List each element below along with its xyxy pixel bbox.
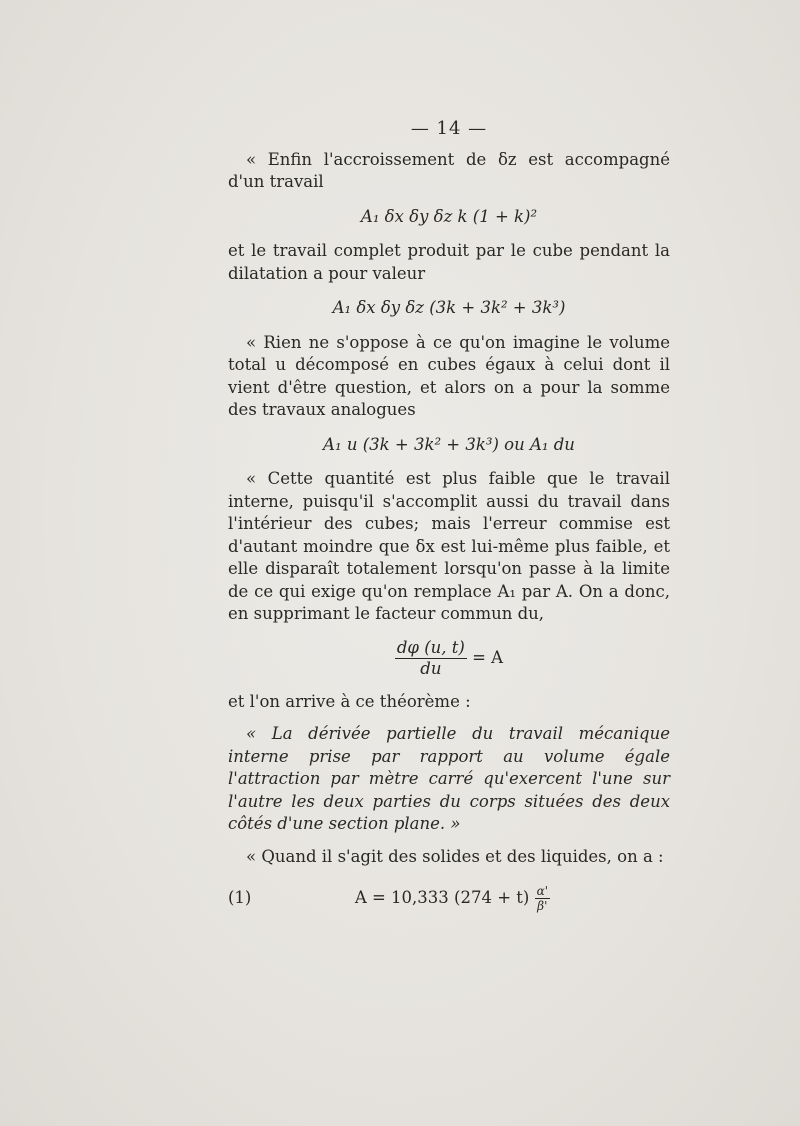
equation-4 (228, 638, 670, 679)
page-number: — 14 — (410, 118, 488, 139)
fraction-numerator: dφ (u, t) (396, 637, 465, 657)
fraction-denominator: du (420, 658, 442, 678)
paragraph-4: « Cette quantité est plus faible que le travail interne, puisqu'il s'accomplit aussi du travail dans l'intérieur des cubes; mais l'erreur commise est d'autant moindre que δx est lui-même plus faible, et elle disparaît totalement lorsqu'on passe à la limite de ce qui exige qu'on remplace A₁ par A. On a donc, en supprimant le facteur commun du, (228, 469, 670, 623)
paragraph-7: « Quand il s'agit des solides et des liquides, on a : (246, 846, 664, 866)
paragraph-5: et l'on arrive à ce théorème : (228, 691, 471, 711)
equation-5 (228, 884, 670, 913)
theorem-paragraph: « La dérivée partielle du travail mécanique interne prise par rapport au volume égale l'attraction par mètre carré qu'exercent l'une sur l'autre les deux parties du corps situées des deux côtés d'une section plane. » (228, 724, 670, 833)
equation-3: A₁ u (3k + 3k² + 3k³) ou A₁ du (323, 434, 575, 454)
paragraph-3: « Rien ne s'oppose à ce qu'on imagine le volume total u décomposé en cubes égaux à celui dont il vient d'être question, et alors on a pour la somme des travaux analogues (228, 332, 670, 419)
paragraph-2: et le travail complet produit par le cube pendant la dilatation a pour valeur (228, 241, 670, 283)
exponent-numerator: α' (536, 884, 548, 898)
equation-1: A₁ δx δy δz k (1 + k)² (360, 206, 538, 226)
exponent-denominator: β' (537, 899, 548, 913)
equation-label: (1) (228, 888, 252, 908)
text-column (228, 118, 670, 913)
equation-rhs: = A (472, 647, 504, 667)
exponent-fraction (535, 884, 550, 913)
derivative-fraction (395, 638, 467, 679)
equation-5-body: A = 10,333 (274 + t) (354, 888, 530, 907)
paragraph-1: « Enfin l'accroissement de δz est accompagné d'un travail (228, 149, 670, 191)
equation-2: A₁ δx δy δz (3k + 3k² + 3k³) (332, 298, 566, 317)
